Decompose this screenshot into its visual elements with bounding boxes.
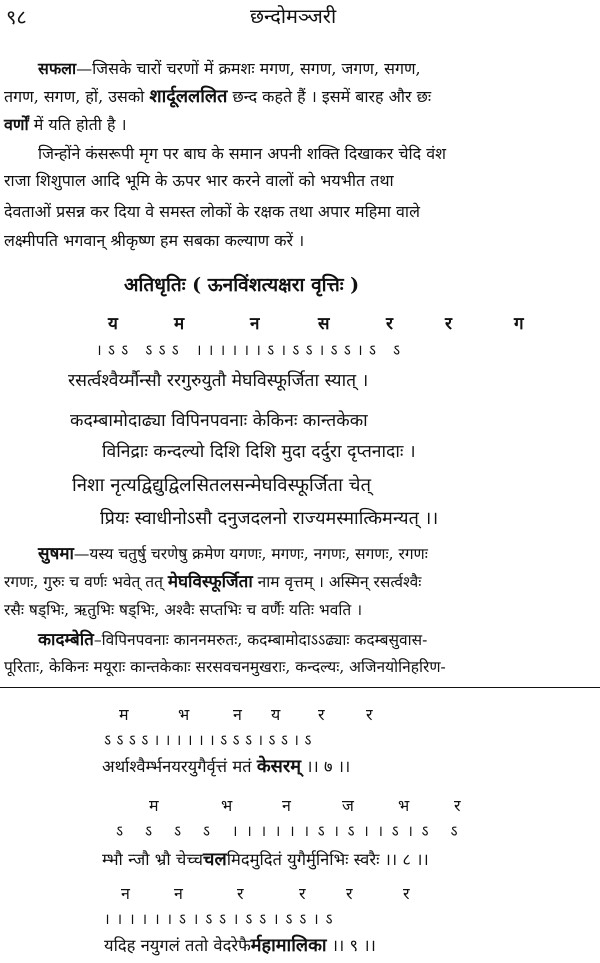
scansion-atidhriti: ।ऽऽ ऽऽऽ ।।।।।।ऽ।ऽऽ।ऽऽ।ऽ ऽ: [96, 341, 407, 359]
rule-chala: [102, 851, 429, 869]
scansion-kesara: ऽऽऽऽ।।।।।।ऽऽऽ।ऽऽ।ऽ: [104, 731, 317, 749]
sushama-line-3: रसैः षड्भिः, ऋतुभिः षड्भिः, अश्वैः सप्तभिः च वर्णैः यतिः भवति ।: [4, 601, 363, 619]
gana-label: भ: [221, 796, 233, 815]
rule-mahamalika-number: ।। ९ ।।: [326, 936, 376, 955]
rule-mahamalika-text: यदिह नयुगलं ततो वेदरेफै: [104, 936, 251, 955]
section-heading-atidhriti: अतिधृतिः ( ऊनविंशत्यक्षरा वृत्तिः ): [124, 274, 360, 296]
term-shardulalalita: शार्दूलललित: [149, 86, 228, 107]
gana-label: र: [237, 884, 244, 903]
gana-label: र: [366, 705, 373, 724]
term-mahamalika: र्महामालिका: [250, 935, 327, 956]
kadamba-line-2: पूरिताः, केकिनः मयूराः कान्तकेकाः सरसवचनमुखराः, कन्दल्यः, अजिनयोनिहरिण-: [4, 658, 446, 676]
term-kadambeti: कादम्बेति: [38, 630, 94, 650]
gana-label: ज: [342, 796, 354, 815]
gana-label: य: [108, 314, 118, 334]
gana-label: भ: [178, 705, 190, 724]
rule-kesara-number: ।। ७ ।।: [300, 757, 351, 776]
gana-label: र: [299, 884, 306, 903]
gana-label: न: [233, 705, 242, 724]
gana-label: म: [174, 314, 185, 334]
gana-label: न: [121, 884, 130, 903]
footnote-divider: [0, 687, 600, 688]
gana-label: न: [174, 884, 183, 903]
sushama-text-2a: रगणः, गुरुः च वर्णः भवेत् तत्: [4, 573, 168, 591]
term-varnon: वर्णों: [4, 115, 29, 134]
para2-line-3: देवताओं प्रसन्न कर दिया वे समस्त लोकों के रक्षक तथा अपार महिमा वाले: [4, 202, 420, 221]
safala-line-2: [4, 88, 431, 106]
sushama-line-1: [38, 546, 428, 563]
scansion-chala: ऽ ऽ ऽ ऽ ।।।।।।ऽ।ऽ।।ऽ।ऽ ऽ: [116, 822, 467, 840]
verse-line-1: कदम्बामोदाढ्या विपिनपवनाः केकिनः कान्तकेका: [70, 411, 368, 431]
gana-label: र: [386, 314, 393, 334]
sushama-line-2: [4, 574, 421, 591]
safala-text-1: —जिसके चारों चरणों में क्रमशः मगण, सगण, जगण, सगण,: [76, 59, 421, 78]
gana-label: ग: [514, 314, 524, 334]
kadamba-line-1: [38, 632, 427, 649]
term-meghavisphurjita: मेघविस्फूर्जिता: [167, 572, 253, 592]
gana-label: र: [318, 705, 325, 724]
gana-label: भ: [398, 796, 410, 815]
sushama-text-1: —यस्य चतुर्षु चरणेषु क्रमेण यगणः, मगणः, नगणः, सगणः, रगणः: [73, 545, 428, 563]
gana-label: य: [271, 705, 281, 724]
rule-chala-text-c: मिदमुदितं युगैर्मुनिभिः स्वरैः ।। ८ ।।: [226, 850, 429, 869]
safala-text-2c: छन्द कहते हैं । इसमें बारह और छः: [227, 87, 432, 106]
gana-label: स: [318, 314, 330, 334]
term-sushama: सुषमा: [38, 544, 74, 564]
term-chala: चल: [203, 849, 227, 870]
gana-label: र: [403, 884, 410, 903]
gana-label: र: [454, 796, 461, 815]
safala-line-1: [38, 61, 421, 77]
rule-chala-text-a: म्भौ न्जौ भ्रौ चेच्च: [102, 850, 204, 869]
gana-label: म: [149, 796, 159, 815]
safala-text-2a: तगण, सगण, हों, उसको: [4, 87, 150, 106]
rule-kesara: [102, 758, 350, 776]
gana-label: र: [346, 884, 353, 903]
para2-line-4: लक्ष्मीपति भगवान् श्रीकृष्ण हम सबका कल्याण करें ।: [4, 231, 305, 250]
safala-line-3: [4, 117, 127, 133]
term-kesara: केसरम्: [256, 756, 301, 777]
gana-label: न: [250, 314, 260, 334]
sushama-text-2c: नाम वृत्तम् । अस्मिन् रसर्त्वश्वैः: [252, 573, 422, 591]
scansion-mahamalika: ।।।।।।ऽ।ऽऽ।ऽऽ।ऽऽ।ऽ: [104, 910, 340, 928]
rule-meghavisphurjita: रसर्त्वश्वैर्य्मौन्सौ ररगुरुयुतौ मेघविस्फूर्जिता स्यात् ।: [68, 371, 369, 391]
rule-kesara-text: अर्थाश्वैर्म्भनयरयुगैर्वृत्तं मतं: [102, 757, 257, 776]
kadamba-text-1: –विपिनपवनाः काननमरुतः, कदम्बामोदाऽऽढ्याः कदम्बसुवास-: [93, 631, 428, 649]
para2-line-2: राजा शिशुपाल आदि भूमि के ऊपर भार करने वालों को भयभीत तथा: [4, 171, 394, 190]
gana-label: र: [445, 314, 452, 334]
running-title: छन्दोमञ्जरी: [250, 4, 337, 28]
safala-text-3b: में यति होती है ।: [28, 115, 127, 134]
verse-line-4: प्रियः स्वाधीनोऽसौ दनुजदलनो राज्यमस्मात्किमन्यत् ।।: [100, 508, 439, 529]
page-number: ९८: [6, 5, 27, 29]
para2-line-1: जिन्होंने कंसरूपी मृग पर बाघ के समान अपनी शक्ति दिखाकर चेदि वंश: [38, 144, 447, 163]
term-safala: सफला: [38, 59, 77, 78]
rule-mahamalika: [104, 937, 376, 955]
gana-label: न: [282, 796, 291, 815]
verse-line-2: विनिद्राः कन्दल्यो दिशि दिशि मुदा दर्दुरा दृप्तनादाः ।: [102, 442, 416, 462]
verse-line-3: निशा नृत्यद्विद्युद्विलसितलसन्मेघविस्फूर्जिता चेत्: [72, 475, 372, 496]
gana-label: म: [119, 705, 129, 724]
